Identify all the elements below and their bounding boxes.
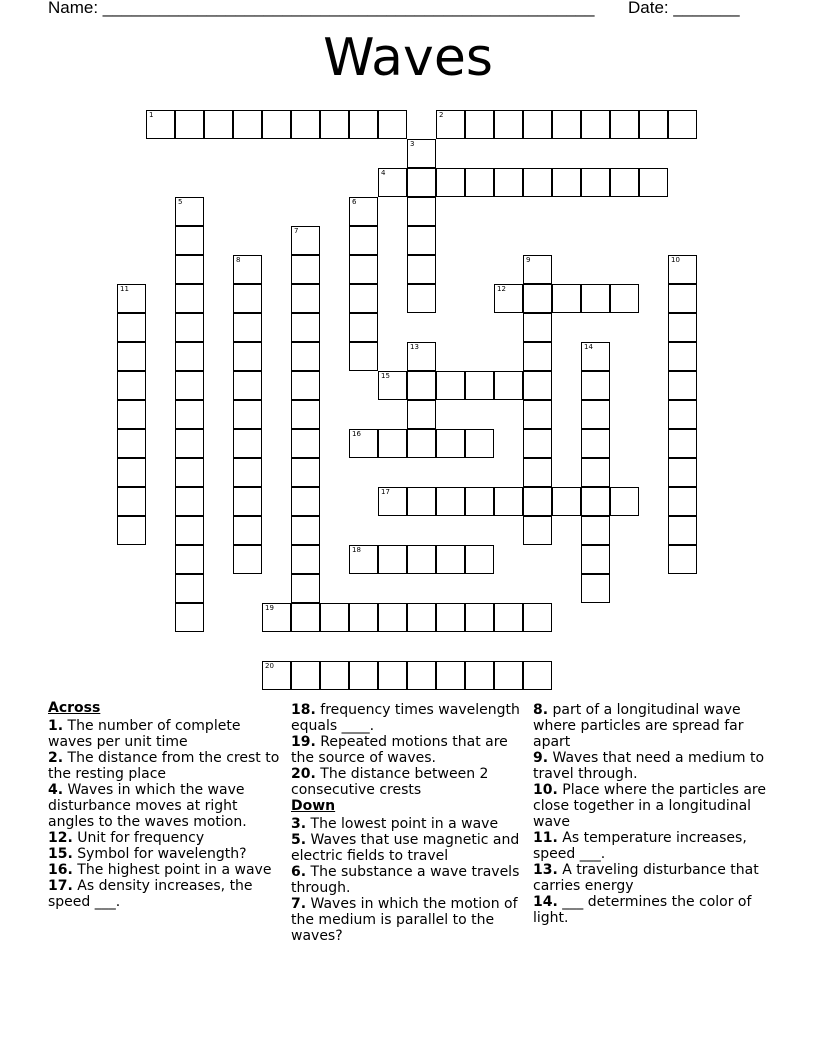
grid-cell[interactable]	[668, 110, 697, 139]
grid-cell[interactable]	[407, 487, 436, 516]
grid-cell[interactable]	[552, 284, 581, 313]
grid-cell[interactable]	[407, 168, 436, 197]
clue-number-label: 14	[584, 343, 593, 351]
clue-number: 1.	[48, 718, 64, 734]
grid-cell[interactable]	[349, 110, 378, 139]
grid-cell[interactable]	[233, 400, 262, 429]
grid-cell[interactable]	[175, 574, 204, 603]
grid-cell[interactable]	[175, 255, 204, 284]
clue-text: Waves that use magnetic and electric fields to travel	[291, 832, 520, 864]
grid-cell[interactable]	[291, 603, 320, 632]
grid-cell[interactable]	[523, 255, 552, 284]
across-clue-list	[48, 718, 288, 910]
clue-number-label: 12	[497, 285, 506, 293]
grid-cell[interactable]	[668, 429, 697, 458]
grid-cell[interactable]	[581, 284, 610, 313]
clue-3	[291, 816, 531, 832]
grid-cell[interactable]	[175, 516, 204, 545]
clue-12	[48, 830, 288, 846]
down-heading: Down	[291, 798, 336, 814]
grid-cell[interactable]	[668, 371, 697, 400]
clue-text: The lowest point in a wave	[306, 816, 499, 832]
grid-cell[interactable]	[465, 661, 494, 690]
clue-4	[48, 782, 288, 830]
grid-cell[interactable]	[668, 255, 697, 284]
clue-15	[48, 846, 288, 862]
clue-text: The highest point in a wave	[72, 862, 272, 878]
grid-cell[interactable]	[291, 226, 320, 255]
grid-cell[interactable]	[552, 110, 581, 139]
name-field: Name: ____________________________________________________	[48, 0, 595, 17]
grid-cell[interactable]	[233, 371, 262, 400]
clue-7	[291, 896, 531, 944]
grid-cell[interactable]	[523, 371, 552, 400]
grid-cell[interactable]	[349, 226, 378, 255]
grid-cell[interactable]	[407, 342, 436, 371]
grid-cell[interactable]	[436, 545, 465, 574]
grid-cell[interactable]	[494, 110, 523, 139]
clue-number-label: 15	[381, 372, 390, 380]
grid-cell[interactable]	[175, 110, 204, 139]
grid-cell[interactable]	[494, 284, 523, 313]
grid-cell[interactable]	[610, 284, 639, 313]
grid-cell[interactable]	[291, 313, 320, 342]
clue-text: Waves in which the wave disturbance moves at right angles to the waves motion.	[48, 782, 247, 830]
grid-cell[interactable]	[378, 110, 407, 139]
grid-cell[interactable]	[175, 226, 204, 255]
grid-cell[interactable]	[523, 313, 552, 342]
grid-cell[interactable]	[407, 284, 436, 313]
date-field: Date: _______	[628, 0, 740, 17]
grid-cell[interactable]	[436, 603, 465, 632]
grid-cell[interactable]	[523, 661, 552, 690]
clue-number: 10.	[533, 782, 558, 798]
grid-cell[interactable]	[233, 429, 262, 458]
grid-cell[interactable]	[349, 255, 378, 284]
clue-number: 2.	[48, 750, 64, 766]
clue-number-label: 6	[352, 198, 357, 206]
across-heading: Across	[48, 700, 101, 716]
grid-cell[interactable]	[581, 110, 610, 139]
clue-number: 15.	[48, 846, 73, 862]
clue-text: Waves in which the motion of the medium is parallel to the waves?	[291, 896, 518, 944]
clue-number-label: 7	[294, 227, 299, 235]
grid-cell[interactable]	[233, 516, 262, 545]
clue-number: 14.	[533, 894, 558, 910]
grid-cell[interactable]	[523, 603, 552, 632]
grid-cell[interactable]	[407, 226, 436, 255]
grid-cell[interactable]	[233, 487, 262, 516]
clue-number: 16.	[48, 862, 73, 878]
clue-number: 6.	[291, 864, 307, 880]
clue-6	[291, 864, 531, 896]
grid-cell[interactable]	[581, 168, 610, 197]
grid-cell[interactable]	[291, 400, 320, 429]
grid-cell[interactable]	[494, 168, 523, 197]
grid-cell[interactable]	[349, 429, 378, 458]
clue-text: As density increases, the speed ___.	[48, 878, 253, 910]
clue-number: 8.	[533, 702, 549, 718]
clue-13	[533, 862, 773, 894]
grid-cell[interactable]	[407, 371, 436, 400]
grid-cell[interactable]	[291, 574, 320, 603]
grid-cell[interactable]	[291, 516, 320, 545]
grid-cell[interactable]	[291, 545, 320, 574]
grid-cell[interactable]	[349, 313, 378, 342]
grid-cell[interactable]	[349, 603, 378, 632]
grid-cell[interactable]	[668, 342, 697, 371]
grid-cell[interactable]	[262, 110, 291, 139]
clue-text: Waves that need a medium to travel through.	[533, 750, 765, 782]
clue-text: Symbol for wavelength?	[72, 846, 247, 862]
grid-cell[interactable]	[175, 197, 204, 226]
clue-text: The distance between 2 consecutive crests	[291, 766, 489, 798]
grid-cell[interactable]	[175, 284, 204, 313]
clue-number: 5.	[291, 832, 307, 848]
grid-cell[interactable]	[349, 342, 378, 371]
grid-cell[interactable]	[610, 168, 639, 197]
grid-cell[interactable]	[465, 371, 494, 400]
clue-number-label: 20	[265, 662, 274, 670]
grid-cell[interactable]	[233, 458, 262, 487]
grid-cell[interactable]	[320, 603, 349, 632]
grid-cell[interactable]	[436, 168, 465, 197]
grid-cell[interactable]	[465, 110, 494, 139]
clue-5	[291, 832, 531, 864]
grid-cell[interactable]	[610, 110, 639, 139]
grid-cell[interactable]	[291, 255, 320, 284]
grid-cell[interactable]	[291, 371, 320, 400]
clue-11	[533, 830, 773, 862]
grid-cell[interactable]	[407, 429, 436, 458]
clue-column-1	[48, 700, 288, 910]
grid-cell[interactable]	[581, 371, 610, 400]
clue-text: Place where the particles are close together in a longitudinal wave	[533, 782, 766, 830]
clue-16	[48, 862, 288, 878]
grid-cell[interactable]	[436, 371, 465, 400]
grid-cell[interactable]	[465, 487, 494, 516]
grid-cell[interactable]	[407, 400, 436, 429]
grid-cell[interactable]	[668, 516, 697, 545]
grid-cell[interactable]	[349, 661, 378, 690]
clue-number: 4.	[48, 782, 64, 798]
clue-8	[533, 702, 773, 750]
clue-number-label: 19	[265, 604, 274, 612]
clue-number: 12.	[48, 830, 73, 846]
grid-cell[interactable]	[233, 313, 262, 342]
grid-cell[interactable]	[668, 487, 697, 516]
grid-cell[interactable]	[523, 168, 552, 197]
grid-cell[interactable]	[494, 603, 523, 632]
clue-number: 3.	[291, 816, 307, 832]
grid-cell[interactable]	[291, 110, 320, 139]
grid-cell[interactable]	[291, 458, 320, 487]
grid-cell[interactable]	[117, 342, 146, 371]
grid-cell[interactable]	[349, 545, 378, 574]
grid-cell[interactable]	[117, 458, 146, 487]
grid-cell[interactable]	[523, 400, 552, 429]
grid-cell[interactable]	[204, 110, 233, 139]
grid-cell[interactable]	[523, 429, 552, 458]
grid-cell[interactable]	[523, 110, 552, 139]
clue-2	[48, 750, 288, 782]
grid-cell[interactable]	[610, 487, 639, 516]
grid-cell[interactable]	[262, 603, 291, 632]
grid-cell[interactable]	[175, 400, 204, 429]
clue-10	[533, 782, 773, 830]
clue-number-label: 18	[352, 546, 361, 554]
grid-cell[interactable]	[175, 458, 204, 487]
grid-cell[interactable]	[552, 168, 581, 197]
down-clue-list	[291, 816, 531, 944]
grid-cell[interactable]	[291, 661, 320, 690]
clue-text: Unit for frequency	[72, 830, 205, 846]
grid-cell[interactable]	[523, 342, 552, 371]
grid-cell[interactable]	[117, 400, 146, 429]
grid-cell[interactable]	[523, 487, 552, 516]
grid-cell[interactable]	[233, 284, 262, 313]
grid-cell[interactable]	[117, 516, 146, 545]
clue-number: 13.	[533, 862, 558, 878]
grid-cell[interactable]	[407, 603, 436, 632]
grid-cell[interactable]	[552, 487, 581, 516]
clue-number: 7.	[291, 896, 307, 912]
clue-number: 19.	[291, 734, 316, 750]
clue-number: 18.	[291, 702, 316, 718]
grid-cell[interactable]	[291, 429, 320, 458]
grid-cell[interactable]	[668, 458, 697, 487]
grid-cell[interactable]	[291, 284, 320, 313]
grid-cell[interactable]	[668, 313, 697, 342]
grid-cell[interactable]	[117, 487, 146, 516]
grid-cell[interactable]	[407, 139, 436, 168]
grid-cell[interactable]	[668, 284, 697, 313]
clue-text: part of a longitudinal wave where particles are spread far apart	[533, 702, 744, 750]
clue-number-label: 1	[149, 111, 154, 119]
grid-cell[interactable]	[378, 487, 407, 516]
grid-cell[interactable]	[407, 661, 436, 690]
clue-text: As temperature increases, speed ___.	[533, 830, 747, 862]
grid-cell[interactable]	[175, 487, 204, 516]
grid-cell[interactable]	[581, 400, 610, 429]
grid-cell[interactable]	[494, 661, 523, 690]
clue-number: 20.	[291, 766, 316, 782]
grid-cell[interactable]	[465, 545, 494, 574]
grid-cell[interactable]	[117, 371, 146, 400]
grid-cell[interactable]	[581, 545, 610, 574]
clue-text: Repeated motions that are the source of waves.	[291, 734, 508, 766]
grid-cell[interactable]	[378, 603, 407, 632]
grid-cell[interactable]	[233, 342, 262, 371]
clue-number-label: 11	[120, 285, 129, 293]
grid-cell[interactable]	[175, 545, 204, 574]
grid-cell[interactable]	[175, 342, 204, 371]
grid-cell[interactable]	[668, 400, 697, 429]
clue-number-label: 4	[381, 169, 386, 177]
grid-cell[interactable]	[146, 110, 175, 139]
grid-cell[interactable]	[436, 110, 465, 139]
grid-cell[interactable]	[581, 487, 610, 516]
clue-text: The substance a wave travels through.	[291, 864, 520, 896]
clue-number-label: 5	[178, 198, 183, 206]
clue-number-label: 13	[410, 343, 419, 351]
grid-cell[interactable]	[175, 429, 204, 458]
clue-number-label: 3	[410, 140, 415, 148]
grid-cell[interactable]	[407, 545, 436, 574]
clue-18	[291, 702, 531, 734]
grid-cell[interactable]	[117, 284, 146, 313]
grid-cell[interactable]	[581, 429, 610, 458]
clue-19	[291, 734, 531, 766]
grid-cell[interactable]	[349, 284, 378, 313]
grid-cell[interactable]	[465, 429, 494, 458]
clue-number-label: 2	[439, 111, 444, 119]
clue-number: 11.	[533, 830, 558, 846]
clue-number-label: 8	[236, 256, 241, 264]
across-clue-list-continued	[291, 702, 531, 798]
grid-cell[interactable]	[436, 487, 465, 516]
grid-cell[interactable]	[465, 168, 494, 197]
grid-cell[interactable]	[378, 545, 407, 574]
clue-number: 9.	[533, 750, 549, 766]
grid-cell[interactable]	[233, 255, 262, 284]
down-clue-list-continued	[533, 702, 773, 926]
grid-cell[interactable]	[378, 661, 407, 690]
clue-9	[533, 750, 773, 782]
grid-cell[interactable]	[407, 255, 436, 284]
grid-cell[interactable]	[407, 197, 436, 226]
clue-text: The distance from the crest to the resting place	[48, 750, 280, 782]
clue-text: A traveling disturbance that carries energy	[533, 862, 759, 894]
clue-number-label: 10	[671, 256, 680, 264]
grid-cell[interactable]	[320, 110, 349, 139]
grid-cell[interactable]	[581, 458, 610, 487]
grid-cell[interactable]	[523, 516, 552, 545]
clue-number-label: 17	[381, 488, 390, 496]
grid-cell[interactable]	[233, 110, 262, 139]
grid-cell[interactable]	[465, 603, 494, 632]
clue-text: ___ determines the color of light.	[533, 894, 752, 926]
page-title: Waves	[323, 28, 493, 88]
grid-cell[interactable]	[494, 487, 523, 516]
grid-cell[interactable]	[378, 371, 407, 400]
clue-number-label: 16	[352, 430, 361, 438]
grid-cell[interactable]	[175, 603, 204, 632]
clue-text: The number of complete waves per unit time	[48, 718, 241, 750]
grid-cell[interactable]	[581, 516, 610, 545]
clue-text: frequency times wavelength equals ____.	[291, 702, 520, 734]
grid-cell[interactable]	[639, 168, 668, 197]
clue-number: 17.	[48, 878, 73, 894]
grid-cell[interactable]	[262, 661, 291, 690]
grid-cell[interactable]	[668, 545, 697, 574]
clue-column-2	[291, 702, 531, 944]
grid-cell[interactable]	[436, 661, 465, 690]
grid-cell[interactable]	[233, 545, 262, 574]
grid-cell[interactable]	[523, 458, 552, 487]
grid-cell[interactable]	[291, 342, 320, 371]
grid-cell[interactable]	[349, 197, 378, 226]
grid-cell[interactable]	[581, 574, 610, 603]
grid-cell[interactable]	[320, 661, 349, 690]
clue-1	[48, 718, 288, 750]
grid-cell[interactable]	[117, 313, 146, 342]
grid-cell[interactable]	[494, 371, 523, 400]
grid-cell[interactable]	[639, 110, 668, 139]
clue-column-3	[533, 702, 773, 926]
grid-cell[interactable]	[175, 313, 204, 342]
clue-20	[291, 766, 531, 798]
grid-cell[interactable]	[378, 429, 407, 458]
grid-cell[interactable]	[117, 429, 146, 458]
clue-17	[48, 878, 288, 910]
clue-number-label: 9	[526, 256, 531, 264]
grid-cell[interactable]	[436, 429, 465, 458]
clue-14	[533, 894, 773, 926]
grid-cell[interactable]	[581, 342, 610, 371]
grid-cell[interactable]	[291, 487, 320, 516]
grid-cell[interactable]	[175, 371, 204, 400]
grid-cell[interactable]	[523, 284, 552, 313]
grid-cell[interactable]	[378, 168, 407, 197]
